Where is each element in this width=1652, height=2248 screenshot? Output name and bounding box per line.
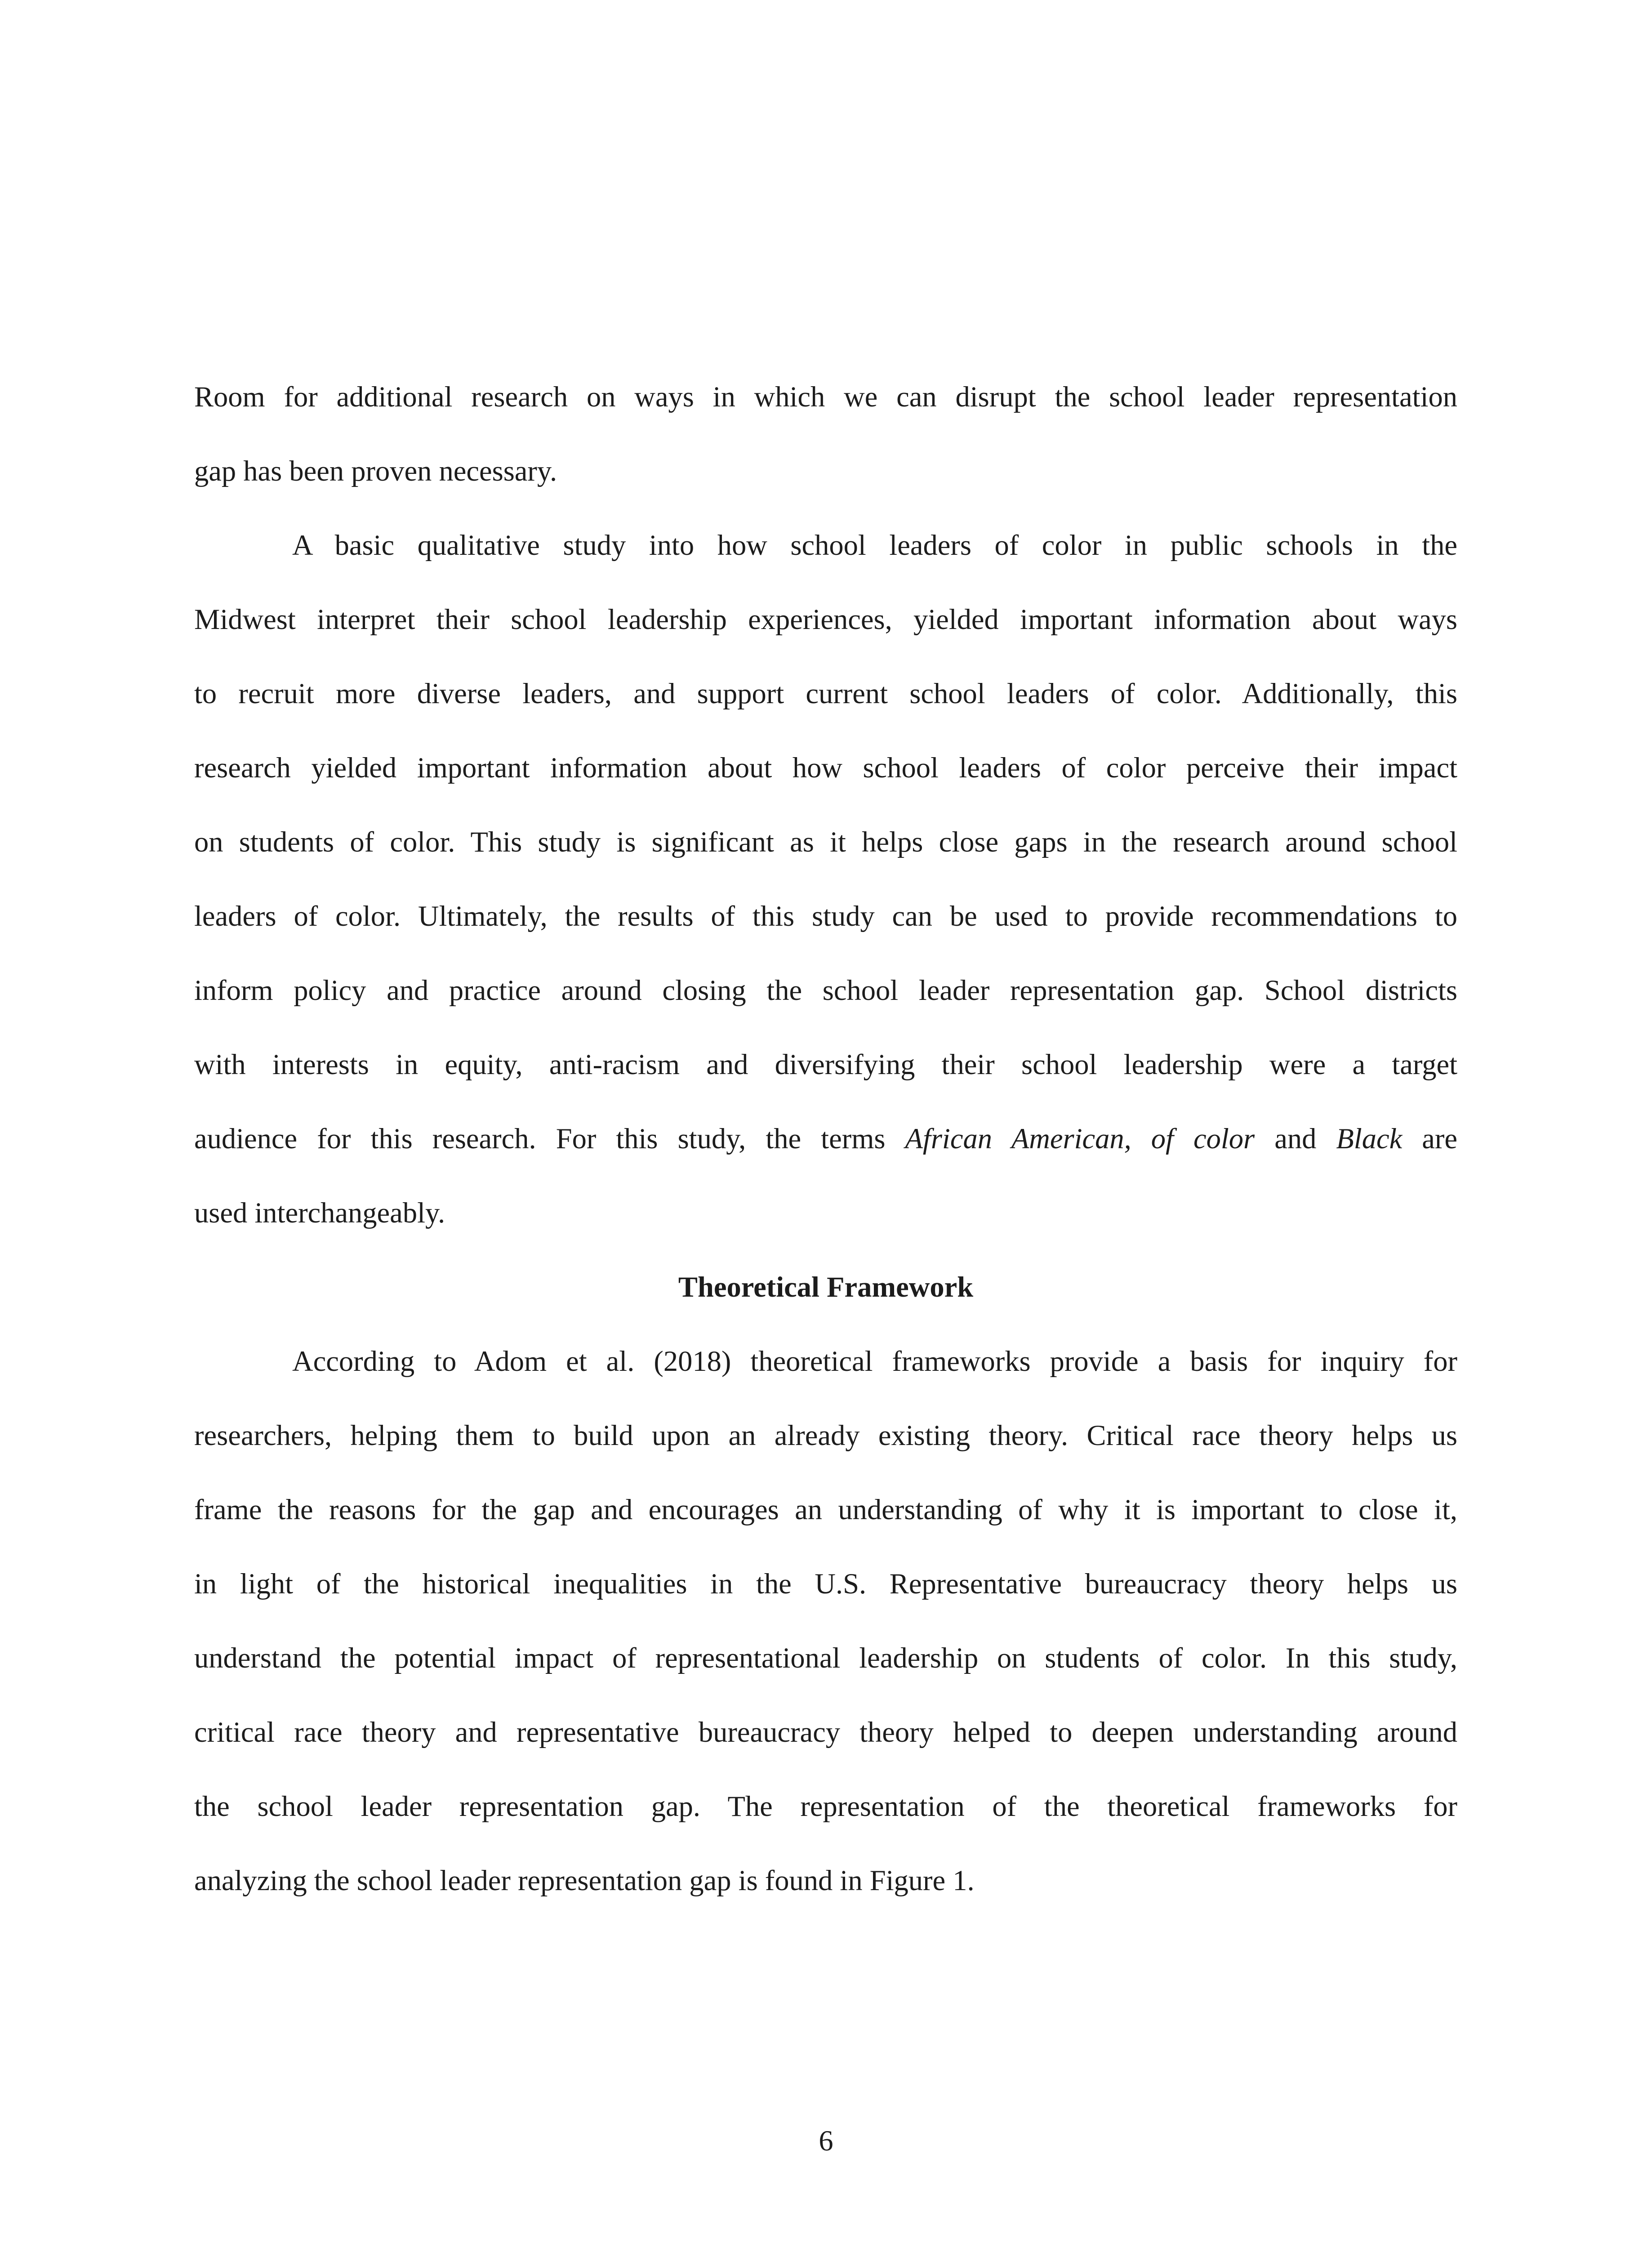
paragraph-line: to recruit more diverse leaders, and support current school leaders of color. Additionally, this bbox=[194, 678, 1457, 709]
paragraph-line: gap has been proven necessary. bbox=[194, 455, 557, 487]
paragraph-line: Room for additional research on ways in which we can disrupt the school leader representation bbox=[194, 381, 1457, 413]
paragraph-line: critical race theory and representative bureaucracy theory helped to deepen understanding around bbox=[194, 1716, 1457, 1748]
page-number: 6 bbox=[819, 2125, 833, 2157]
paragraph-2 bbox=[194, 508, 1457, 1250]
line-text: and bbox=[1255, 1123, 1336, 1155]
paragraph-line: inform policy and practice around closing the school leader representation gap. School districts bbox=[194, 974, 1457, 1006]
paragraph-line: used interchangeably. bbox=[194, 1197, 445, 1229]
paragraph-line: leaders of color. Ultimately, the results of this study can be used to provide recommendations to bbox=[194, 900, 1457, 932]
paragraph-line: frame the reasons for the gap and encourages an understanding of why it is important to close it, bbox=[194, 1494, 1457, 1525]
paragraph-line: researchers, helping them to build upon an already existing theory. Critical race theory helps us bbox=[194, 1419, 1457, 1451]
paragraph-line: Midwest interpret their school leadership experiences, yielded important information about ways bbox=[194, 603, 1457, 635]
paragraph-3 bbox=[194, 1324, 1457, 1918]
paragraph-line: the school leader representation gap. The representation of the theoretical frameworks for bbox=[194, 1790, 1457, 1822]
paragraph-line: with interests in equity, anti-racism and diversifying their school leadership were a target bbox=[194, 1048, 1457, 1080]
paragraph-1 bbox=[194, 360, 1457, 508]
italic-term: Black bbox=[1336, 1123, 1403, 1155]
paragraph-line: in light of the historical inequalities in the U.S. Representative bureaucracy theory helps us bbox=[194, 1568, 1457, 1600]
paragraph-line: on students of color. This study is significant as it helps close gaps in the research around school bbox=[194, 826, 1457, 858]
paragraph-line: understand the potential impact of representational leadership on students of color. In this study, bbox=[194, 1642, 1457, 1674]
paragraph-line bbox=[194, 1324, 1457, 1398]
section-heading: Theoretical Framework bbox=[678, 1271, 974, 1303]
paragraph-line bbox=[194, 508, 1457, 582]
paragraph-line-text: According to Adom et al. (2018) theoretical frameworks provide a basis for inquiry for bbox=[292, 1345, 1457, 1377]
paragraph-line bbox=[194, 1102, 1457, 1176]
line-text: are bbox=[1402, 1123, 1457, 1155]
paragraph-line: research yielded important information about how school leaders of color perceive their impact bbox=[194, 752, 1457, 784]
line-text: audience for this research. For this study, the terms bbox=[194, 1123, 905, 1155]
document-body bbox=[194, 360, 1457, 1918]
paragraph-line: analyzing the school leader representation gap is found in Figure 1. bbox=[194, 1864, 975, 1896]
italic-term: African American, of color bbox=[905, 1123, 1255, 1155]
paragraph-line-text: A basic qualitative study into how school leaders of color in public schools in the bbox=[292, 529, 1457, 561]
